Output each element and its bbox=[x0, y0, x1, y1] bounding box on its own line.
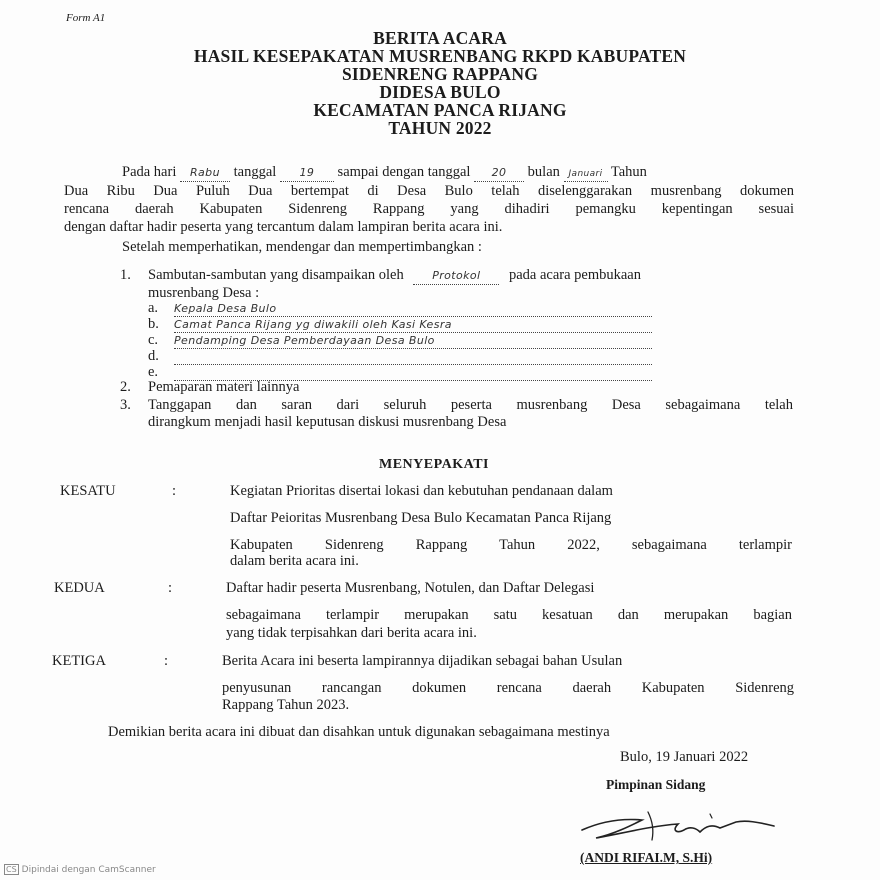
title-line-1: BERITA ACARA bbox=[373, 28, 507, 48]
bulan-value: Januari bbox=[568, 169, 603, 179]
sub-item-b bbox=[148, 316, 652, 333]
setelah-text: Setelah memperhatikan, mendengar dan mempertimbangkan : bbox=[122, 239, 482, 255]
title-line-5: KECAMATAN PANCA RIJANG bbox=[313, 100, 567, 120]
title-line-3: SIDENRENG RAPPANG bbox=[341, 64, 539, 84]
sub-letter: e. bbox=[148, 364, 159, 380]
item-1-line-2: musrenbang Desa : bbox=[148, 285, 260, 301]
kesatu-label: KESATU bbox=[60, 483, 116, 499]
protokol-field bbox=[413, 267, 499, 285]
intro-line-2: Dua Ribu Dua Puluh Dua bertempat di Desa Bulo telah diselenggarakan musrenbang dokumen bbox=[64, 183, 794, 199]
camscanner-icon: CS bbox=[6, 865, 17, 874]
kedua-colon: : bbox=[168, 580, 173, 596]
camscanner-text: Dipindai dengan CamScanner bbox=[21, 865, 156, 875]
item-1-line-1 bbox=[148, 267, 793, 285]
kedua-line-3: yang tidak terpisahkan dari berita acara ini. bbox=[226, 625, 477, 641]
tanggal-label: tanggal bbox=[233, 164, 277, 180]
sampai-value: 20 bbox=[491, 166, 507, 179]
bulan-label: bulan bbox=[527, 164, 560, 180]
kedua-label: KEDUA bbox=[54, 580, 105, 596]
ketiga-label: KETIGA bbox=[52, 653, 106, 669]
item-1-number: 1. bbox=[120, 267, 131, 283]
item-1-text-a: Sambutan-sambutan yang disampaikan oleh bbox=[148, 267, 404, 283]
kesatu-line-4: dalam berita acara ini. bbox=[230, 553, 359, 569]
sub-letter: a. bbox=[148, 300, 159, 316]
item-3-line-1: Tanggapan dan saran dari seluruh peserta musrenbang Desa sebagaimana telah bbox=[148, 397, 793, 413]
sampai-field bbox=[474, 164, 524, 182]
pada-hari-label: Pada hari bbox=[122, 164, 177, 180]
kesatu-line-2: Daftar Peioritas Musrenbang Desa Bulo Kecamatan Panca Rijang bbox=[230, 510, 612, 526]
ketiga-colon: : bbox=[164, 653, 169, 669]
menyepakati-heading: MENYEPAKATI bbox=[379, 457, 489, 472]
item-3-line-2: dirangkum menjadi hasil keputusan diskusi musrenbang Desa bbox=[148, 414, 507, 430]
sub-letter: c. bbox=[148, 332, 159, 348]
sub-value: Camat Panca Rijang yg diwakili oleh Kasi Kesra bbox=[174, 318, 452, 331]
tahun-label: Tahun bbox=[610, 164, 647, 180]
title-line-4: DIDESA BULO bbox=[379, 82, 501, 102]
kesatu-line-1: Kegiatan Prioritas disertai lokasi dan kebutuhan pendanaan dalam bbox=[230, 483, 613, 499]
ketiga-line-2: penyusunan rancangan dokumen rencana daerah Kabupaten Sidenreng bbox=[222, 680, 794, 696]
signature-image bbox=[560, 800, 790, 850]
intro-line-3: rencana daerah Kabupaten Sidenreng Rappang yang dihadiri pemangku kepentingan sesuai bbox=[64, 201, 794, 217]
title-line-2: HASIL KESEPAKATAN MUSRENBANG RKPD KABUPATEN bbox=[193, 46, 687, 66]
sub-value: Kepala Desa Bulo bbox=[174, 302, 277, 315]
kedua-line-1: Daftar hadir peserta Musrenbang, Notulen, dan Daftar Delegasi bbox=[226, 580, 595, 596]
camscanner-footer bbox=[4, 864, 156, 875]
ketiga-line-3: Rappang Tahun 2023. bbox=[222, 697, 350, 713]
kesatu-line-3: Kabupaten Sidenreng Rappang Tahun 2022, sebagaimana terlampir bbox=[230, 537, 792, 553]
sub-item-a bbox=[148, 300, 652, 317]
bulan-field bbox=[564, 164, 608, 182]
protokol-value: Protokol bbox=[432, 269, 481, 282]
sub-letter: d. bbox=[148, 348, 159, 364]
sub-value-field bbox=[174, 316, 652, 333]
hari-field bbox=[180, 164, 230, 182]
sampai-label: sampai dengan tanggal bbox=[337, 164, 471, 180]
sub-value-field bbox=[174, 332, 652, 349]
ketiga-line-1: Berita Acara ini beserta lampirannya dijadikan sebagai bahan Usulan bbox=[222, 653, 623, 669]
signer-name: (ANDI RIFAI.M, S.Hi) bbox=[580, 850, 713, 865]
tanggal-field bbox=[280, 164, 334, 182]
tanggal-value: 19 bbox=[299, 166, 315, 179]
title-line-6: TAHUN 2022 bbox=[388, 118, 492, 138]
sub-value: Pendamping Desa Pemberdayaan Desa Bulo bbox=[174, 334, 435, 347]
item-2-text: Pemaparan materi lainnya bbox=[148, 379, 300, 395]
place-date: Bulo, 19 Januari 2022 bbox=[620, 749, 749, 765]
sub-value-field bbox=[174, 300, 652, 317]
intro-line-1 bbox=[122, 164, 647, 182]
signer-title: Pimpinan Sidang bbox=[606, 777, 706, 792]
item-1-text-b: pada acara pembukaan bbox=[508, 267, 641, 283]
sub-letter: b. bbox=[148, 316, 159, 332]
kedua-line-2: sebagaimana terlampir merupakan satu kesatuan dan merupakan bagian bbox=[226, 607, 792, 623]
kesatu-colon: : bbox=[172, 483, 177, 499]
form-label: Form A1 bbox=[66, 12, 106, 24]
sub-item-c bbox=[148, 332, 652, 349]
item-3-number: 3. bbox=[120, 397, 131, 413]
sub-value-field bbox=[174, 348, 652, 365]
hari-value: Rabu bbox=[190, 166, 220, 179]
intro-line-4: dengan daftar hadir peserta yang tercantum dalam lampiran berita acara ini. bbox=[64, 219, 503, 235]
closing-text: Demikian berita acara ini dibuat dan disahkan untuk digunakan sebagaimana mestinya bbox=[108, 724, 610, 740]
sub-item-d bbox=[148, 348, 652, 365]
item-2-number: 2. bbox=[120, 379, 131, 395]
